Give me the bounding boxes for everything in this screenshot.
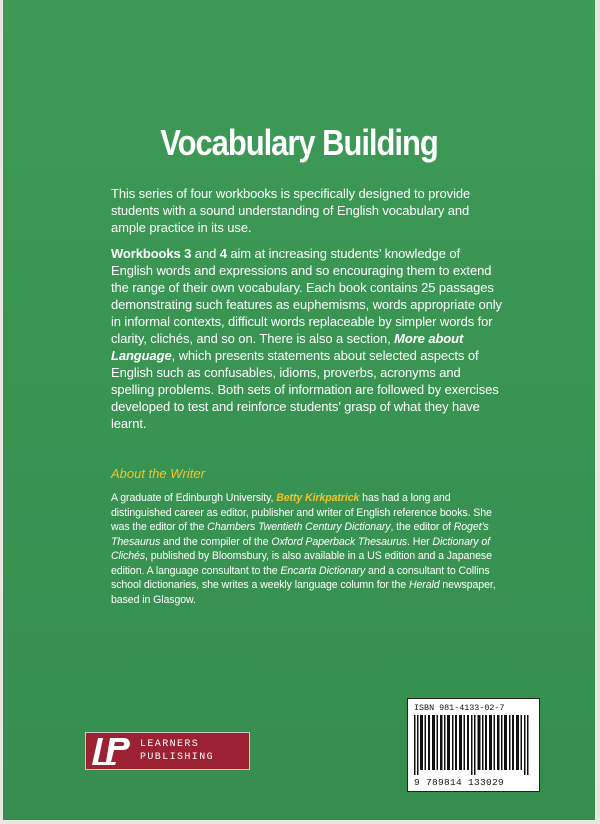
publisher-mark-icon [88,734,138,768]
about-paragraph [111,491,503,607]
intro-paragraph: This series of four workbooks is specifically designed to provide students with a sound understanding of English vocabulary and ample practice in its use. [111,186,471,235]
description-paragraph [111,245,503,432]
section-name: More about Language [111,331,464,363]
about-heading: About the Writer [111,466,205,481]
barcode-icon [414,715,532,775]
barcode-label [407,698,540,792]
publisher-line-1: LEARNERS [140,739,200,750]
author-name: Betty Kirkpatrick [276,492,360,504]
isbn-text: ISBN 981-4133-02-7 [414,703,505,713]
about-text: and the compiler of the [160,535,272,548]
book-title-ref: Chambers Twentieth Century Dictionary [207,521,391,533]
newspaper-name: Herald [408,579,440,591]
about-text: A graduate of Edinburgh University, [111,492,277,504]
about-text: newspaper, based in Glasgow. [111,579,496,606]
about-text: , published by Bloomsbury, is also available in a US edition and a Japanese edition. A language consultant to the [111,550,492,577]
about-text: . Her [407,535,433,548]
book-title-ref: Encarta Dictionary [280,564,366,577]
ean-number: 9 789814 133029 [414,777,505,788]
workbook-number: 4 [219,246,227,261]
publisher-logo [85,732,250,770]
description-text-a: aim at increasing students’ knowledge of English words and expressions and so encouraging them to extend the range of their own vocabulary. Each book contains 25 passages demonstrating such features as euphemisms, words appropriate only in informal contexts, difficult words replaceable by simpler words for clarity, clichés, and so on. There is also a section, [111,246,502,346]
about-text: and a consultant to Collins school dictionaries, she writes a weekly language column for the [111,564,490,591]
workbooks-label: Workbooks 3 [111,246,192,261]
book-title: Vocabulary Building [160,122,438,163]
description-text-b: , which presents statements about selected aspects of English such as confusables, idioms, proverbs, acronyms and spelling problems. Both sets of information are followed by exercises developed to test and reinforce students’ grasp of what they have learnt. [111,348,499,431]
book-title-ref: Roget’s Thesaurus [111,521,489,548]
and-text: and [191,246,220,261]
about-text: has had a long and distinguished career as editor, publisher and writer of English reference books. She was the editor of the [111,492,492,533]
publisher-line-2: PUBLISHING [140,752,215,763]
about-text: , the editor of [390,521,454,533]
book-back-cover [3,0,595,820]
publisher-name [140,738,214,764]
book-title-ref: Oxford Paperback Thesaurus [271,535,408,548]
book-title-ref: Dictionary of Clichés [111,535,490,562]
